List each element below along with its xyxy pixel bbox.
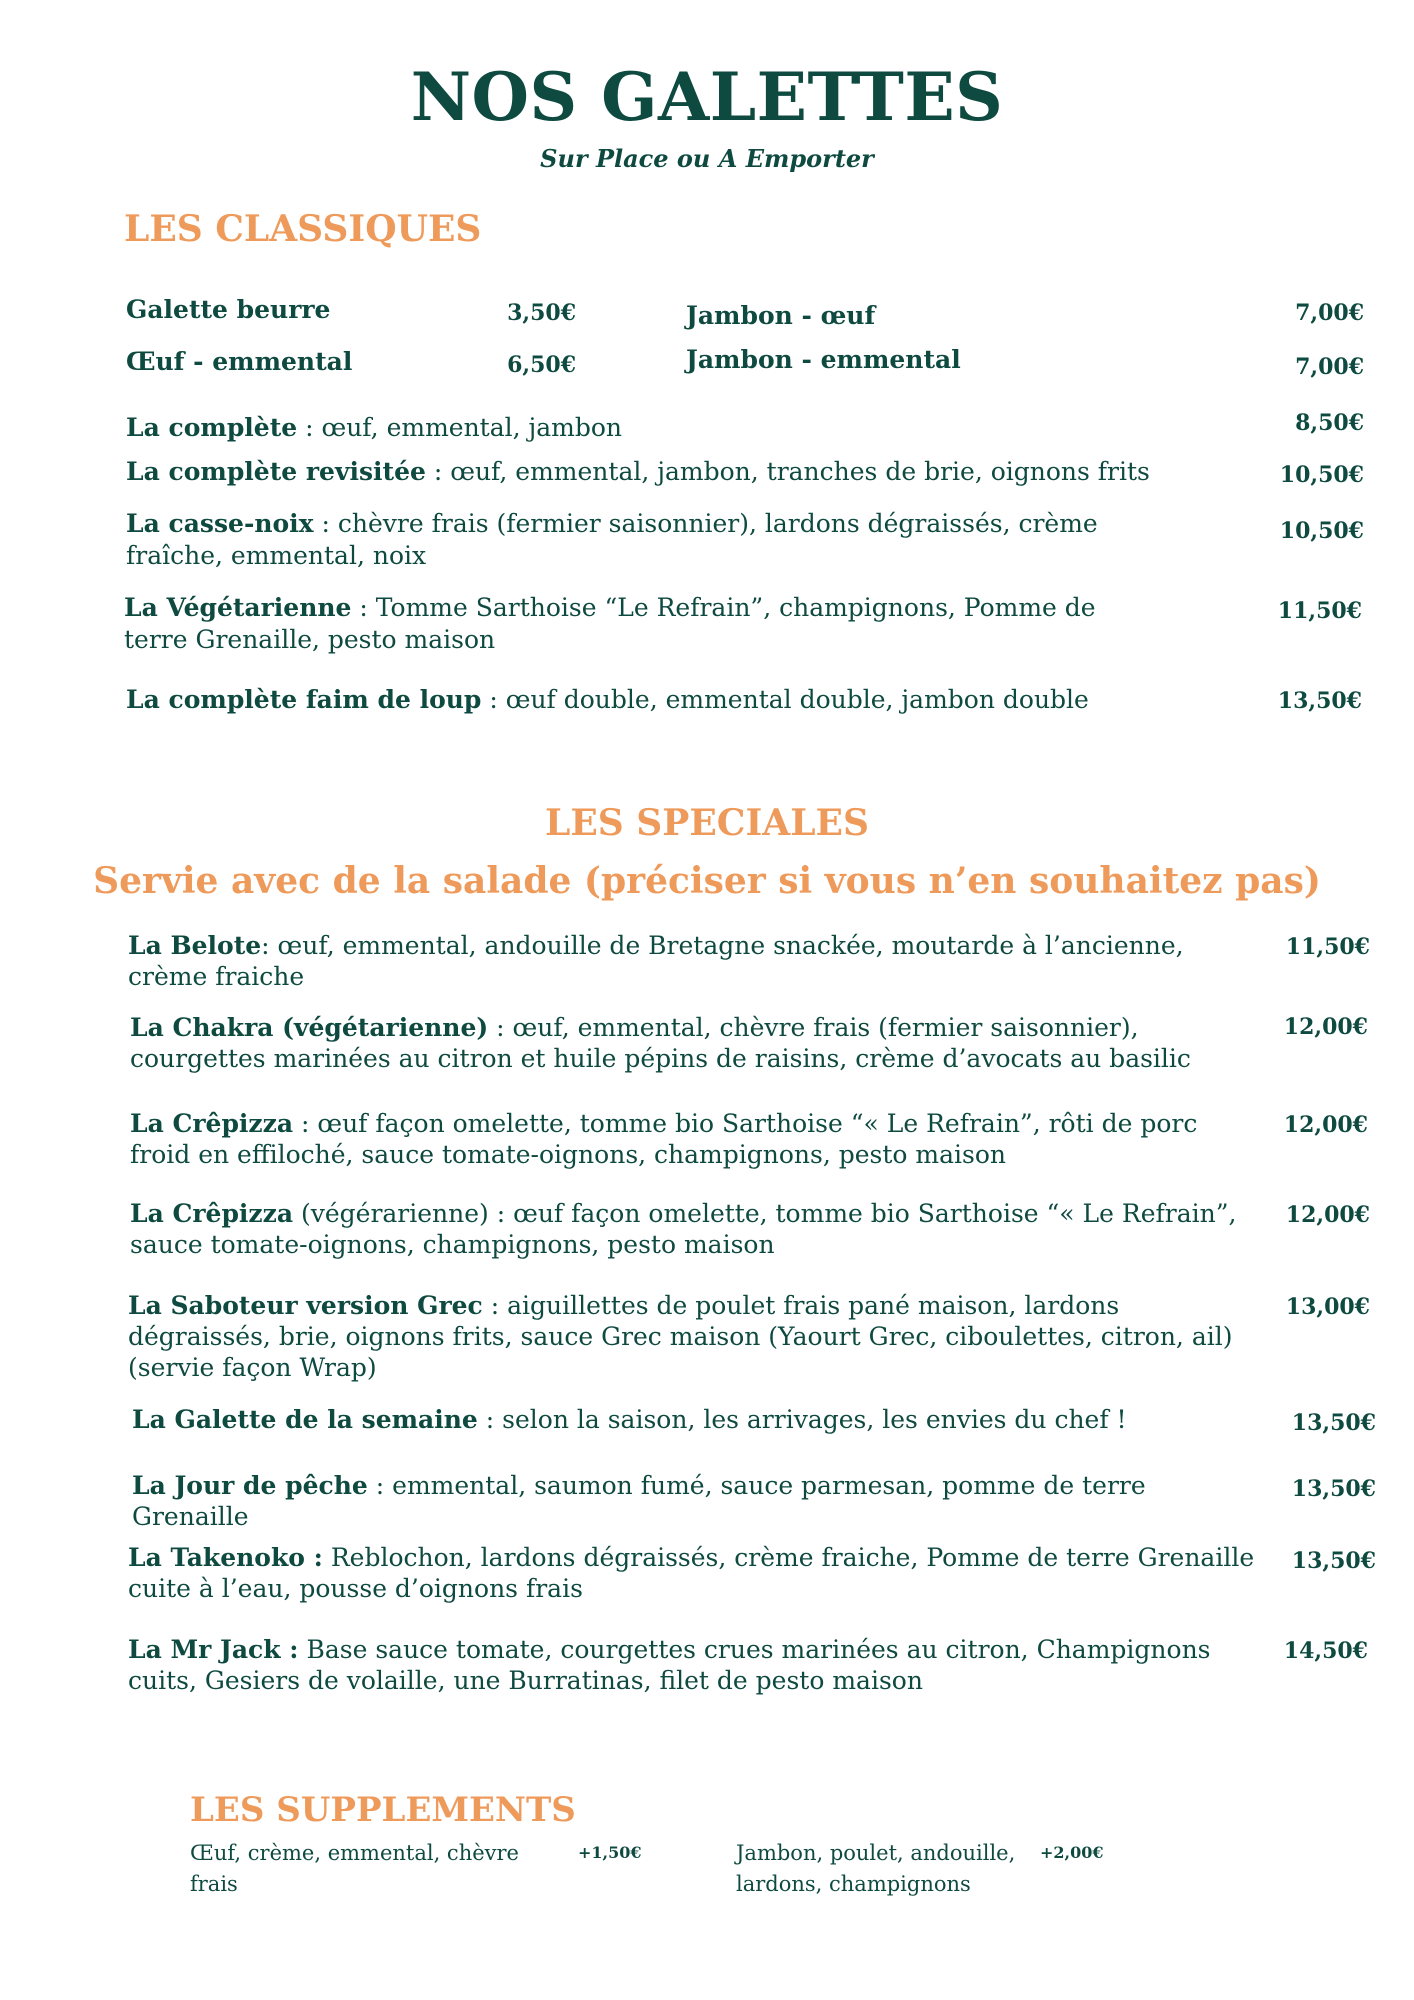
menu-item-description: : emmental, saumon fumé, sauce parmesan, pomme de terre Grenaille: [132, 1471, 1146, 1531]
menu-item-price: 13,00€: [1285, 1294, 1370, 1320]
menu-item-name: La complète: [126, 413, 298, 442]
section-title-speciales: LES SPECIALES: [545, 802, 869, 844]
menu-item-price: 12,00€: [1283, 1112, 1368, 1138]
supplement-price: +2,00€: [1040, 1843, 1104, 1862]
menu-item: [128, 930, 1258, 992]
menu-item: [130, 1108, 1260, 1170]
menu-item-price: 7,00€: [1295, 354, 1364, 380]
menu-item-description: : œuf, emmental, jambon: [297, 413, 623, 442]
menu-item-name: La Mr Jack :: [128, 1635, 299, 1664]
menu-item-name: Jambon - emmental: [686, 345, 961, 374]
menu-item-name: Galette beurre: [126, 295, 331, 324]
menu-item-price: 12,00€: [1283, 1014, 1368, 1040]
menu-item-description: : chèvre frais (fermier saisonnier), lardons dégraissés, crème fraîche, emmental, noix: [126, 509, 1098, 570]
supplement-price: +1,50€: [578, 1843, 642, 1862]
menu-item: [128, 1542, 1258, 1604]
menu-item-name: La Galette de la semaine: [132, 1405, 478, 1434]
page-title: NOS GALETTES: [410, 58, 1004, 136]
menu-item-name: La Belote: [128, 931, 262, 960]
menu-item-description: : œuf façon omelette, tomme bio Sarthoise “« Le Refrain”, rôti de porc froid en effiloché, sauce tomate-oignons, champignons, pesto maison: [130, 1109, 1198, 1169]
menu-item-name: La Takenoko :: [128, 1543, 323, 1572]
menu-item: [126, 412, 1226, 444]
menu-item-price: 7,00€: [1295, 300, 1364, 326]
menu-item-name: La Saboteur version Grec: [128, 1291, 483, 1320]
menu-item-price: 10,50€: [1279, 518, 1364, 544]
menu-item: [132, 1404, 1262, 1435]
menu-item-price: 3,50€: [507, 300, 576, 326]
menu-item-name: La Crêpizza: [130, 1199, 294, 1228]
menu-item-price: 8,50€: [1295, 410, 1364, 436]
menu-item-price: 13,50€: [1291, 1410, 1376, 1436]
menu-item-description: Reblochon, lardons dégraissés, crème fraiche, Pomme de terre Grenaille cuite à l’eau, pousse d’oignons frais: [128, 1543, 1255, 1603]
menu-item-description: : œuf, emmental, jambon, tranches de brie, oignons frits: [425, 457, 1150, 486]
menu-item: [126, 684, 1226, 716]
menu-item-price: 14,50€: [1283, 1638, 1368, 1664]
menu-item-price: 11,50€: [1277, 598, 1362, 624]
menu-item: [126, 456, 1256, 488]
menu-item: [130, 1198, 1260, 1260]
menu-item-name: La Jour de pêche: [132, 1471, 368, 1500]
supplement-items: Œuf, crème, emmental, chèvre frais: [190, 1841, 519, 1896]
supplement-items: Jambon, poulet, andouille, lardons, champignons: [736, 1841, 1016, 1896]
menu-item-price: 10,50€: [1279, 462, 1364, 488]
menu-item-name: La complète revisitée: [126, 457, 426, 486]
menu-item-name: La Végétarienne: [124, 593, 352, 622]
menu-item-name: Jambon - œuf: [686, 301, 876, 330]
menu-item: [132, 1470, 1262, 1532]
section-title-classiques: LES CLASSIQUES: [124, 208, 482, 250]
menu-item: [124, 592, 1124, 656]
menu-item-name: Œuf - emmental: [126, 347, 353, 376]
menu-item-name: La Chakra (végétarienne): [130, 1013, 489, 1042]
menu-item-price: 13,50€: [1291, 1476, 1376, 1502]
section-subtitle-speciales: Servie avec de la salade (préciser si vous n’en souhaitez pas): [93, 860, 1321, 902]
menu-item: [128, 1634, 1258, 1696]
menu-item-description: : œuf, emmental, chèvre frais (fermier saisonnier), courgettes marinées au citron et huile pépins de raisins, crème d’avocats au basilic: [130, 1013, 1191, 1073]
menu-item-description: : Tomme Sarthoise “Le Refrain”, champignons, Pomme de terre Grenaille, pesto maison: [124, 593, 1096, 654]
section-title-supplements: LES SUPPLEMENTS: [190, 1790, 576, 1830]
menu-item-description: : œuf, emmental, andouille de Bretagne snackée, moutarde à l’ancienne, crème fraiche: [128, 931, 1184, 991]
menu-item-price: 6,50€: [507, 352, 576, 378]
menu-item-price: 13,50€: [1277, 688, 1362, 714]
menu-item-description: : œuf double, emmental double, jambon double: [481, 685, 1089, 714]
menu-item-description: : aiguillettes de poulet frais pané maison, lardons dégraissés, brie, oignons frits, sauce Grec maison (Yaourt Grec, ciboulettes, citron, ail) (servie façon Wrap): [128, 1291, 1233, 1382]
menu-item: [126, 508, 1126, 572]
menu-item-price: 11,50€: [1285, 934, 1370, 960]
menu-item-description: Base sauce tomate, courgettes crues marinées au citron, Champignons cuits, Gesiers de volaille, une Burratinas, filet de pesto maison: [128, 1635, 1211, 1695]
menu-item-name: La complète faim de loup: [126, 685, 482, 714]
menu-item: [128, 1290, 1258, 1383]
menu-item-price: 12,00€: [1285, 1202, 1370, 1228]
menu-item-price: 13,50€: [1291, 1548, 1376, 1574]
menu-item-description: : selon la saison, les arrivages, les envies du chef !: [477, 1405, 1127, 1434]
page-subtitle: Sur Place ou A Emporter: [540, 144, 874, 173]
menu-item-name: La Crêpizza: [130, 1109, 294, 1138]
menu-item: [130, 1012, 1260, 1074]
menu-item-description: (végérarienne) : œuf façon omelette, tomme bio Sarthoise “« Le Refrain”, sauce tomate-oignons, champignons, pesto maison: [130, 1199, 1237, 1259]
menu-item-name: La casse-noix: [126, 509, 314, 538]
